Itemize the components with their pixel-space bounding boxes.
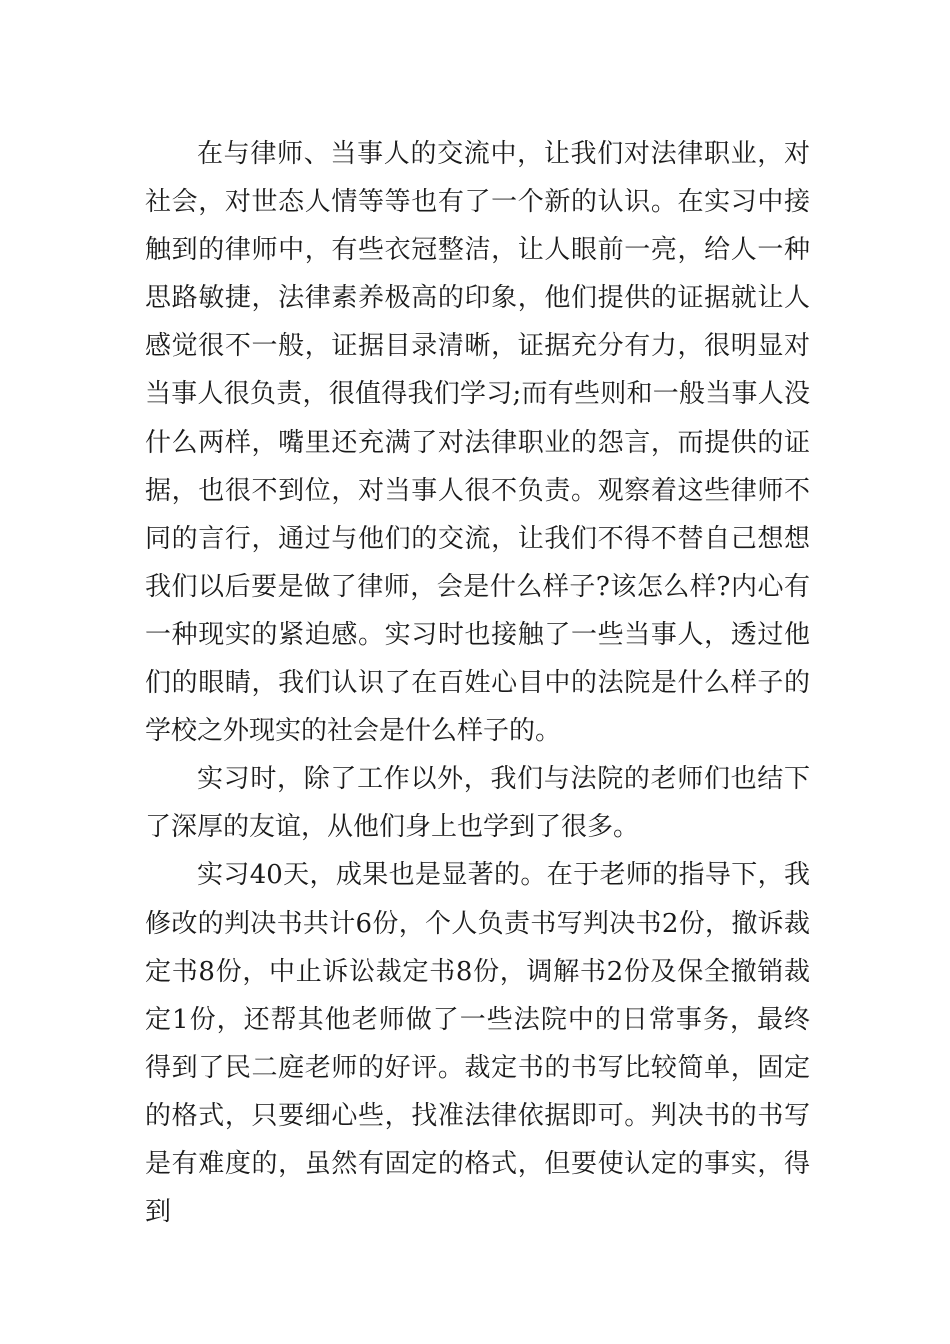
document-body: [145, 130, 810, 1236]
paragraph-friendship: 实习时，除了工作以外，我们与法院的老师们也结下了深厚的友谊，从他们身上也学到了很多。: [145, 764, 810, 843]
paragraph-lawyer-exchange: 在与律师、当事人的交流中，让我们对法律职业，对社会，对世态人情等等也有了一个新的认识。在实习中接触到的律师中，有些衣冠整洁，让人眼前一亮，给人一种思路敏捷，法律素养极高的印象，他们提供的证据就让人感觉很不一般，证据目录清晰，证据充分有力，很明显对当事人很负责，很值得我们学习;而有些则和一般当事人没什么两样，嘴里还充满了对法律职业的怨言，而提供的证据，也很不到位，对当事人很不负责。观察着这些律师不同的言行，通过与他们的交流，让我们不得不替自己想想我们以后要是做了律师，会是什么样子?该怎么样?内心有一种现实的紧迫感。实习时也接触了一些当事人，透过他们的眼睛，我们认识了在百姓心目中的法院是什么样子的学校之外现实的社会是什么样子的。: [145, 139, 810, 747]
paragraph-internship-results: 实习40天，成果也是显著的。在于老师的指导下，我修改的判决书共计6份，个人负责书写判决书2份，撤诉裁定书8份，中止诉讼裁定书8份，调解书2份及保全撤销裁定1份，还帮其他老师做了一些法院中的日常事务，最终得到了民二庭老师的好评。裁定书的书写比较简单，固定的格式，只要细心些，找准法律依据即可。判决书的书写是有难度的，虽然有固定的格式，但要使认定的事实，得到: [145, 860, 810, 1228]
